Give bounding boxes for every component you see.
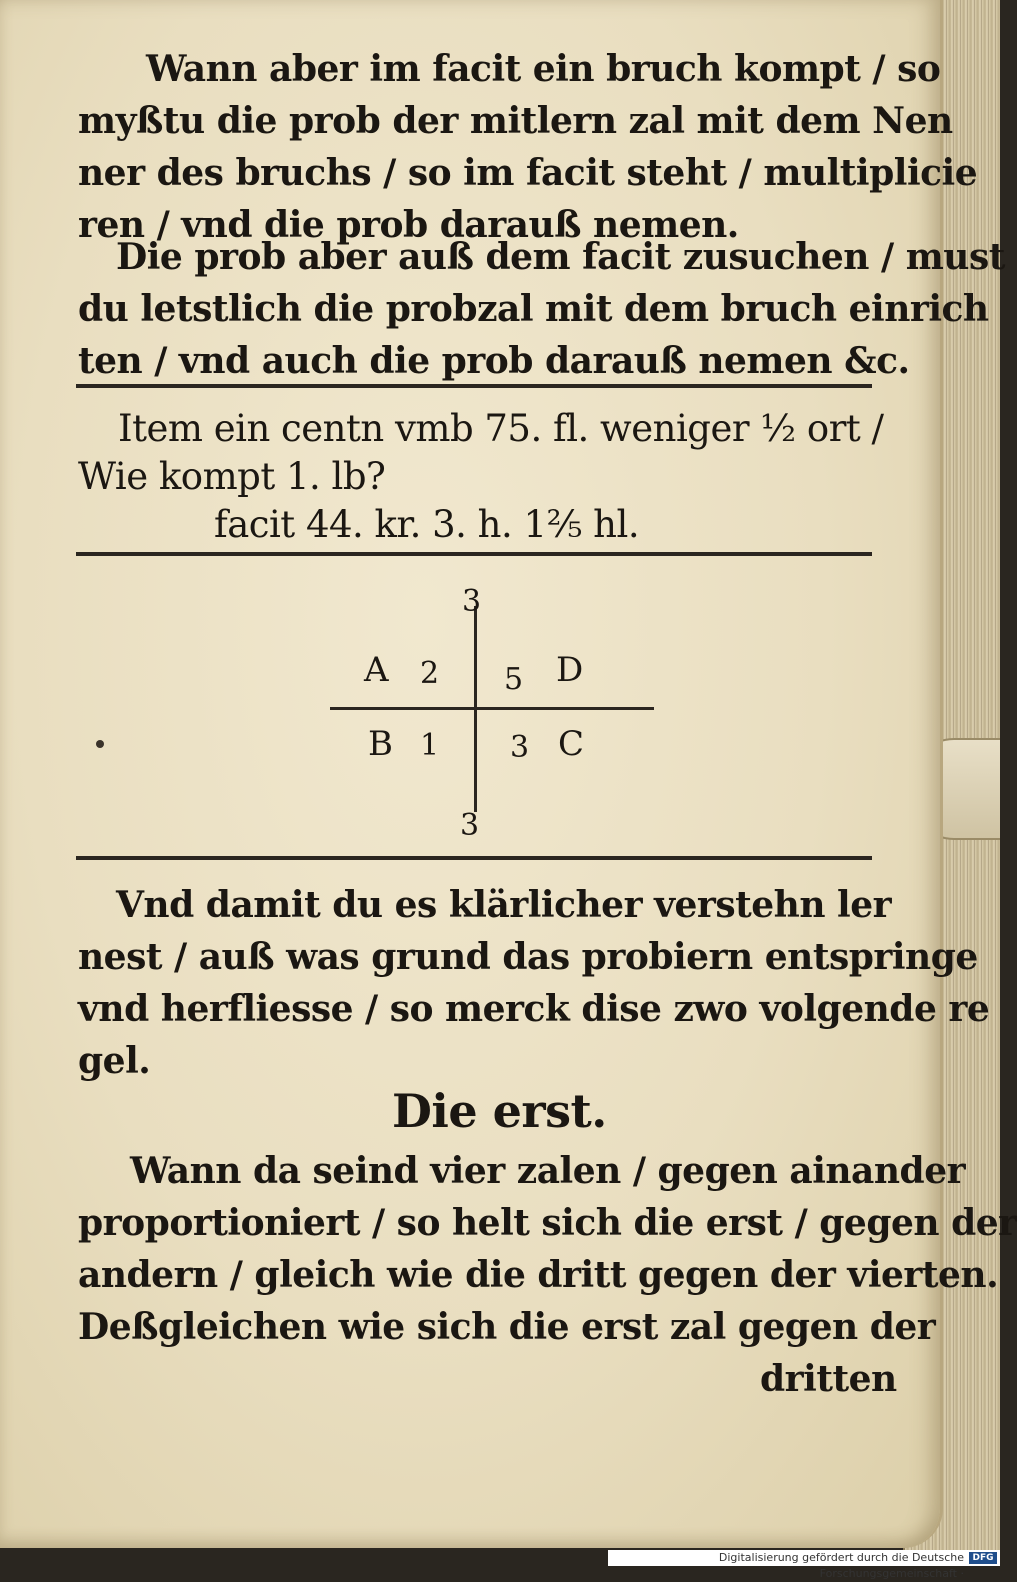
diagram-label-c: C — [558, 724, 585, 764]
paragraph3-line3: vnd herfliesse / so merck dise zwo volgende re — [78, 988, 990, 1030]
paragraph2-line3: ten / vnd auch die prob darauß nemen &c. — [78, 340, 910, 382]
footer-text: Digitalisierung gefördert durch die Deutsche Forschungsgemeinschaft · — [718, 1551, 964, 1580]
paragraph4-line2: proportioniert / so helt sich die erst / gegen der — [78, 1202, 1017, 1244]
diagram-label-d: D — [556, 650, 584, 690]
paragraph1-line1: Wann aber im facit ein bruch kompt / so — [146, 48, 941, 90]
paragraph1-line2: myßtu die prob der mitlern zal mit dem Nen — [78, 100, 953, 142]
diagram-value-c: 3 — [510, 730, 530, 765]
separator-rule-2 — [76, 552, 872, 556]
example-result: facit 44. kr. 3. h. 1⅖ hl. — [214, 503, 640, 546]
paragraph1-line3: ner des bruchs / so im facit steht / multiplicie — [78, 152, 978, 194]
example-line1: Item ein centn vmb 75. fl. weniger ½ ort / — [118, 407, 884, 450]
paragraph4-line1: Wann da seind vier zalen / gegen ainander — [130, 1150, 966, 1192]
diagram-value-d: 5 — [504, 662, 524, 697]
ink-dot — [96, 740, 104, 748]
diagram-top-number: 3 — [462, 584, 482, 619]
diagram-value-b: 1 — [420, 728, 440, 763]
diagram-label-a: A — [364, 650, 389, 690]
section-heading: Die erst. — [392, 1084, 607, 1138]
diagram-bottom-number: 3 — [460, 808, 480, 843]
paragraph3-line4: gel. — [78, 1040, 151, 1082]
dfg-logo-icon: DFG — [969, 1552, 997, 1564]
digitization-footer — [608, 1550, 1000, 1580]
separator-rule-1 — [76, 384, 872, 388]
paragraph3-line1: Vnd damit du es klärlicher verstehn ler — [116, 884, 892, 926]
diagram-value-a: 2 — [420, 656, 440, 691]
paragraph4-line4: Deßgleichen wie sich die erst zal gegen der — [78, 1306, 936, 1348]
separator-rule-3 — [76, 856, 872, 860]
paragraph2-line1: Die prob aber auß dem facit zusuchen / must — [116, 236, 1005, 278]
paragraph3-line2: nest / auß was grund das probiern entspringe — [78, 936, 978, 978]
diagram-label-b: B — [368, 724, 393, 764]
diagram-horizontal-line — [330, 707, 654, 710]
paragraph1-line4: ren / vnd die prob darauß nemen. — [78, 204, 739, 246]
example-line2: Wie kompt 1. lb? — [78, 455, 386, 498]
paragraph4-line3: andern / gleich wie die dritt gegen der vierten. — [78, 1254, 999, 1296]
paragraph2-line2: du letstlich die probzal mit dem bruch einrich — [78, 288, 989, 330]
catchword: dritten — [760, 1358, 897, 1400]
